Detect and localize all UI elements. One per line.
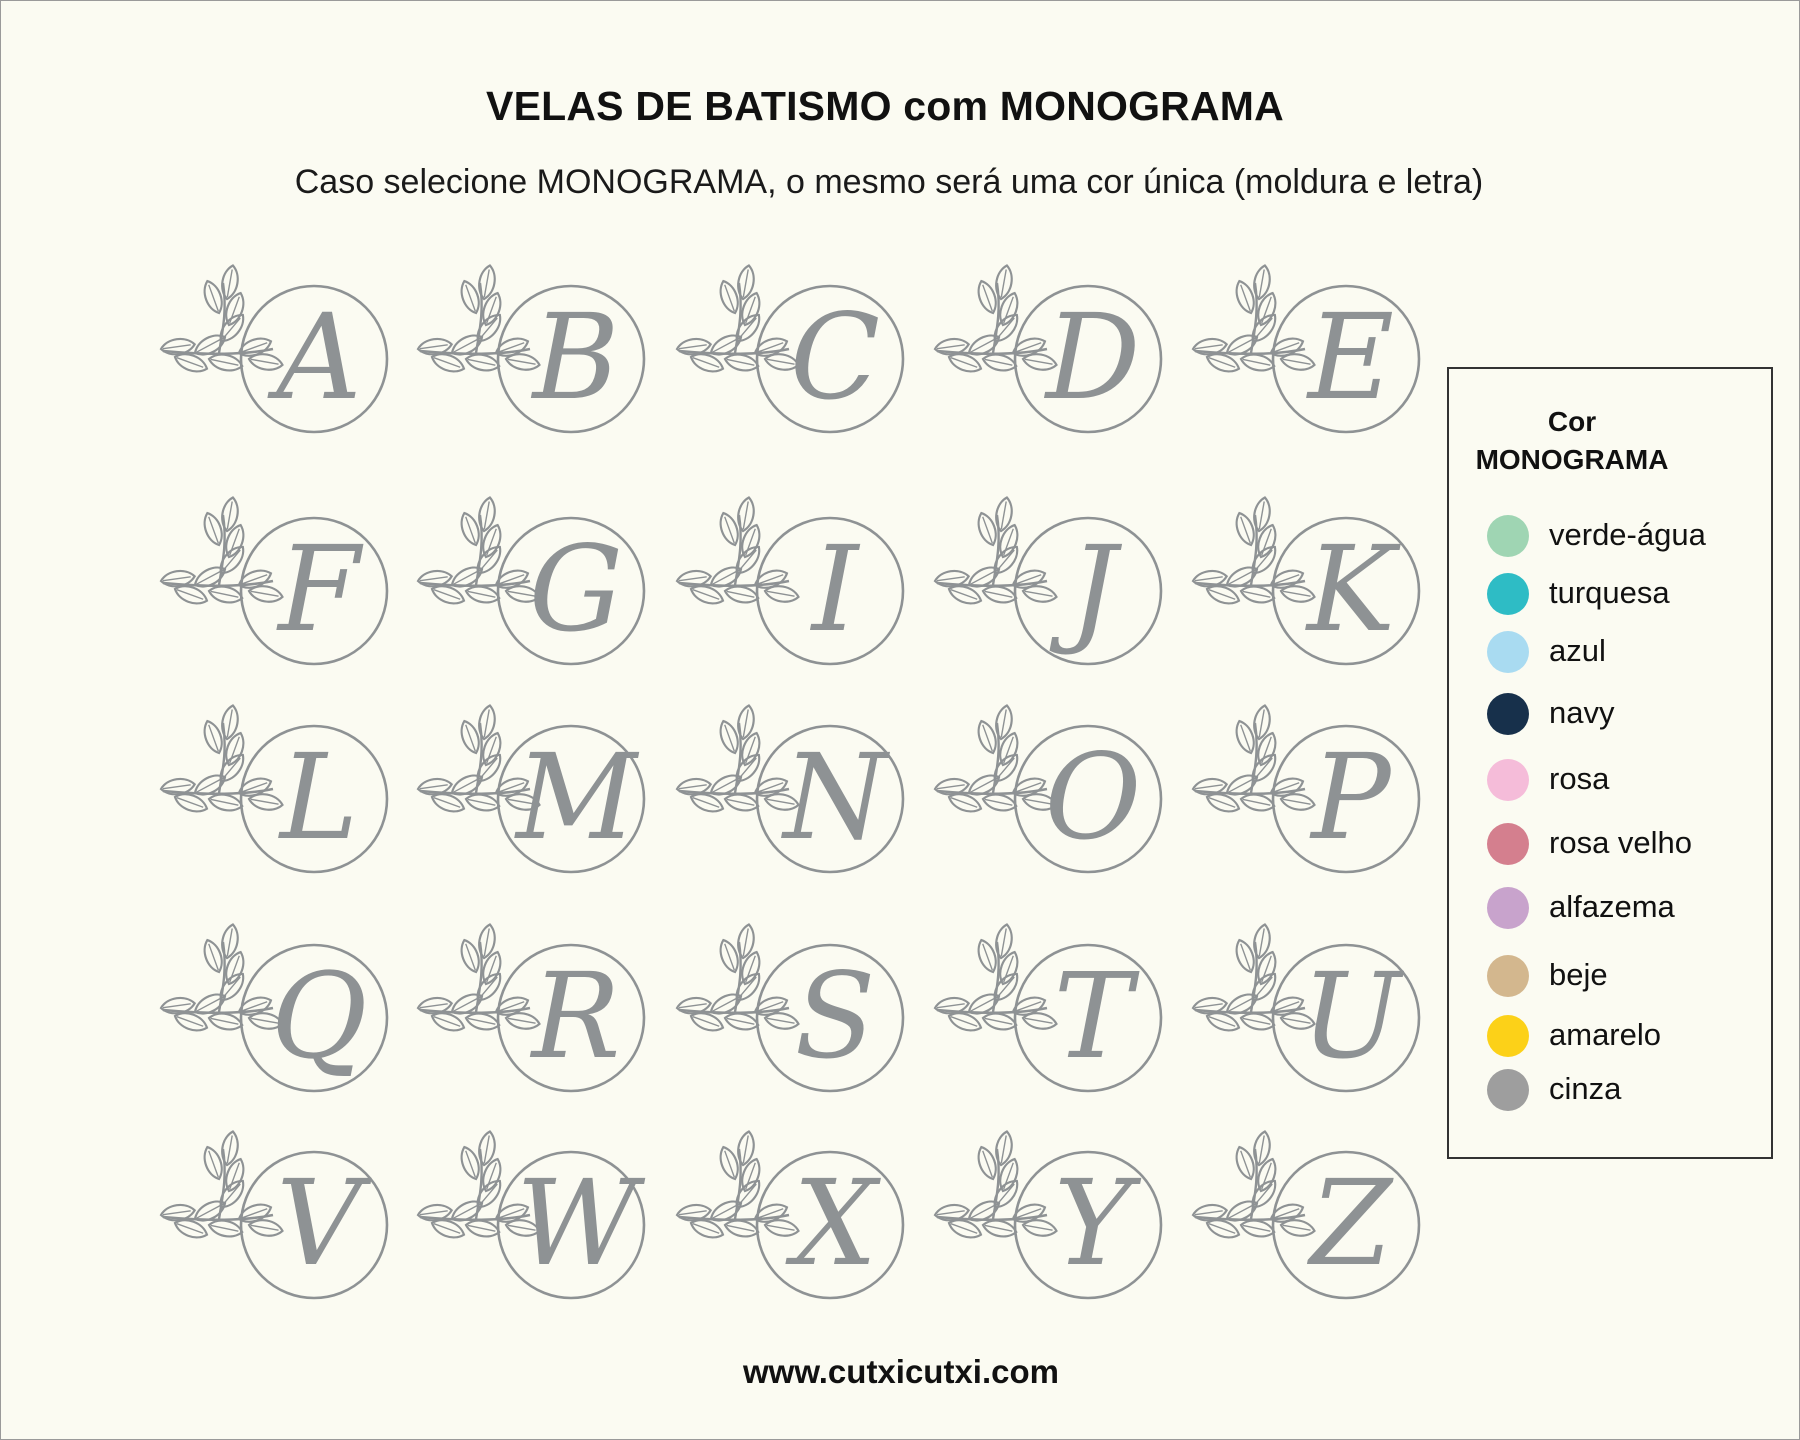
monogram-a — [149, 259, 389, 459]
legend-item-label: amarelo — [1549, 1017, 1661, 1052]
monogram-t — [923, 918, 1163, 1118]
color-swatch — [1487, 693, 1529, 735]
website-url: www.cutxicutxi.com — [742, 1353, 1059, 1390]
monogram-g — [406, 491, 646, 691]
legend-item-label: cinza — [1549, 1071, 1622, 1106]
monogram-letter: O — [1044, 728, 1142, 866]
monogram-letter: U — [1301, 947, 1401, 1085]
monogram-letter: D — [1045, 288, 1141, 426]
monogram-letter: Q — [270, 947, 368, 1085]
monogram-letter: V — [276, 1154, 362, 1292]
monogram-r — [406, 918, 646, 1118]
legend-item-label: verde-água — [1549, 517, 1706, 552]
legend-item-label: azul — [1549, 633, 1606, 668]
monogram-x — [665, 1125, 905, 1325]
monogram-s — [665, 918, 905, 1118]
color-swatch — [1487, 1015, 1529, 1057]
color-swatch — [1487, 631, 1529, 673]
monogram-letter: A — [276, 288, 362, 426]
monogram-letter: N — [783, 728, 887, 866]
monogram-letter: M — [516, 728, 637, 866]
legend-title-line-2: MONOGRAMA — [1475, 444, 1669, 475]
monogram-e — [1181, 259, 1421, 459]
monogram-letter: F — [278, 520, 360, 658]
monogram-letter: J — [1069, 520, 1117, 658]
monogram-letter: W — [516, 1154, 638, 1292]
monogram-w — [406, 1125, 646, 1325]
monogram-letter: L — [279, 728, 359, 866]
monogram-letter: I — [811, 520, 859, 658]
legend-item-label: alfazema — [1549, 889, 1675, 924]
monogram-u — [1181, 918, 1421, 1118]
monogram-i — [665, 491, 905, 691]
monogram-letter: X — [792, 1154, 877, 1292]
monogram-letter: E — [1307, 288, 1395, 426]
page-title: VELAS DE BATISMO com MONOGRAMA — [486, 83, 1284, 129]
monogram-letter: T — [1053, 947, 1133, 1085]
monogram-k — [1181, 491, 1421, 691]
color-legend — [1447, 367, 1773, 1159]
monogram-letter: B — [532, 288, 620, 426]
monogram-m — [406, 699, 646, 899]
legend-item-label: turquesa — [1549, 575, 1670, 610]
color-swatch — [1487, 515, 1529, 557]
legend-title-line-1: Cor — [1547, 406, 1597, 437]
monogram-y — [923, 1125, 1163, 1325]
monogram-letter: S — [794, 947, 876, 1085]
monogram-letter: Z — [1310, 1154, 1392, 1292]
monogram-q — [149, 918, 389, 1118]
color-swatch — [1487, 573, 1529, 615]
monogram-c — [665, 259, 905, 459]
monogram-z — [1181, 1125, 1421, 1325]
monogram-letter: P — [1311, 728, 1391, 866]
legend-item-label: rosa velho — [1549, 825, 1693, 860]
monogram-d — [923, 259, 1163, 459]
monogram-l — [149, 699, 389, 899]
monogram-p — [1181, 699, 1421, 899]
monogram-letter: K — [1306, 520, 1396, 658]
legend-item-label: beje — [1549, 957, 1608, 992]
monogram-j — [923, 491, 1163, 691]
color-swatch — [1487, 759, 1529, 801]
legend-item-label: navy — [1549, 695, 1615, 730]
color-swatch — [1487, 823, 1529, 865]
color-swatch — [1487, 1069, 1529, 1111]
monogram-o — [923, 699, 1163, 899]
monogram-letter: C — [789, 288, 881, 426]
monogram-letter: G — [528, 520, 624, 658]
monogram-letter: R — [531, 947, 621, 1085]
monogram-f — [149, 491, 389, 691]
monogram-n — [665, 699, 905, 899]
monogram-v — [149, 1125, 389, 1325]
legend-title — [1467, 403, 1677, 479]
monogram-b — [406, 259, 646, 459]
legend-item-label: rosa — [1549, 761, 1610, 796]
color-swatch — [1487, 955, 1529, 997]
color-swatch — [1487, 887, 1529, 929]
monogram-letter: Y — [1054, 1154, 1132, 1292]
page-subtitle: Caso selecione MONOGRAMA, o mesmo será uma cor única (moldura e letra) — [294, 163, 1484, 201]
